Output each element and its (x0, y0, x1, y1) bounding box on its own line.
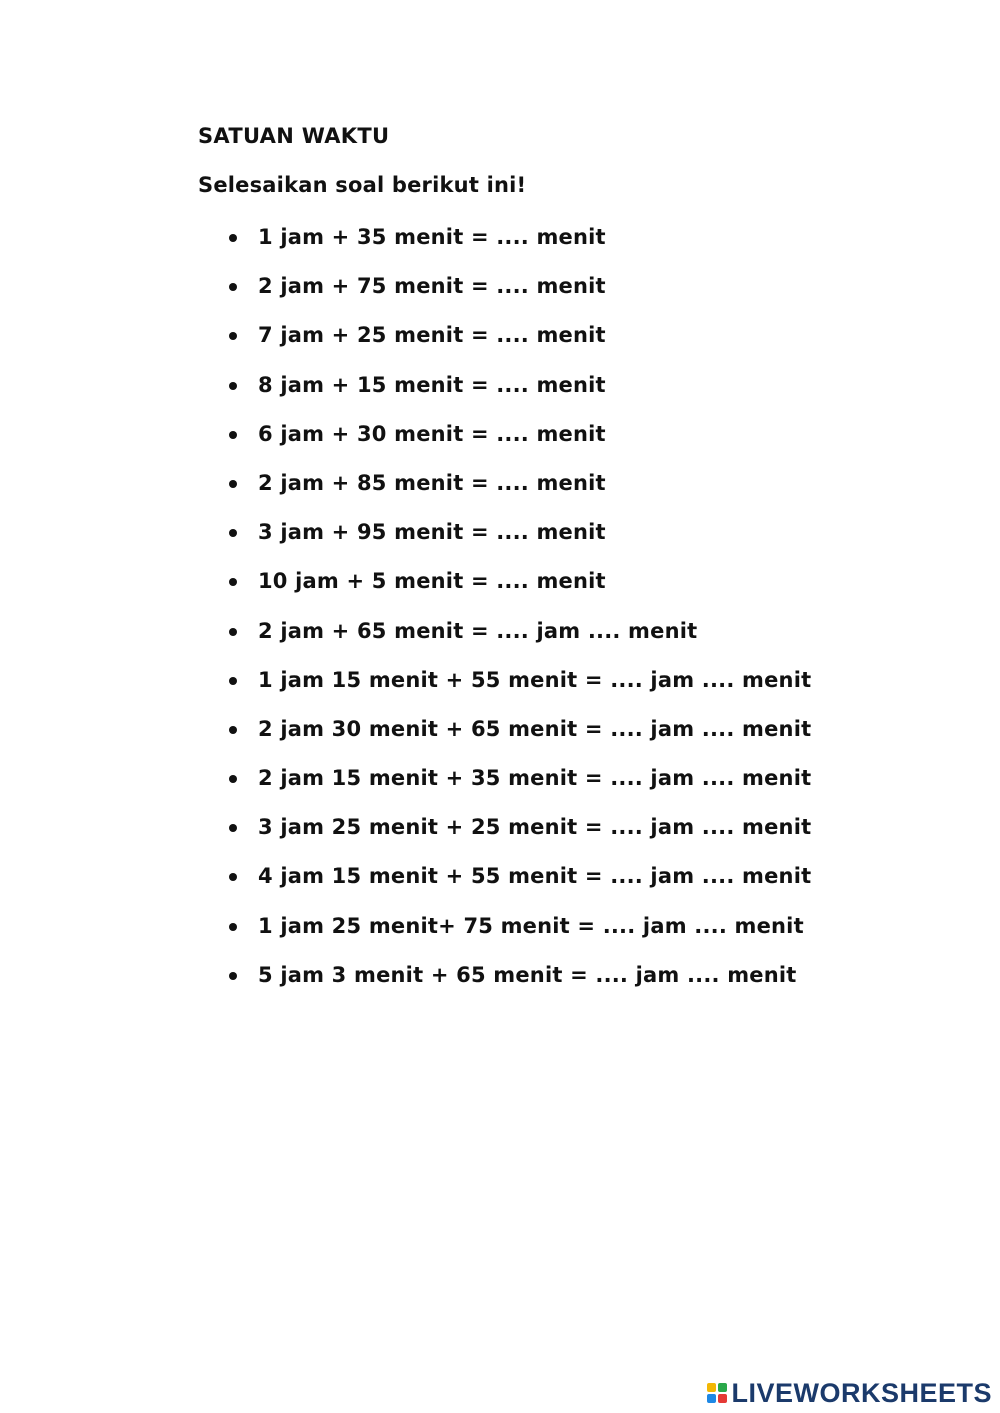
bullet-icon (229, 283, 237, 291)
question-text: 3 jam + 95 menit = .... menit (258, 520, 606, 545)
question-text: 1 jam 15 menit + 55 menit = .... jam .... menit (258, 667, 812, 692)
bullet-icon (229, 677, 237, 685)
worksheet-title: SATUAN WAKTU (198, 124, 390, 148)
question-text: 3 jam 25 menit + 25 menit = .... jam .... menit (258, 815, 812, 840)
bullet-icon (229, 628, 237, 636)
bullet-icon (229, 873, 237, 881)
question-text: 2 jam + 85 menit = .... menit (258, 470, 606, 495)
question-text: 8 jam + 15 menit = .... menit (258, 372, 606, 397)
bullet-icon (229, 332, 237, 340)
question-text: 7 jam + 25 menit = .... menit (258, 323, 606, 348)
bullet-icon (229, 775, 237, 783)
brand-text: LIVEWORKSHEETS (731, 1377, 992, 1408)
question-text: 2 jam 30 menit + 65 menit = .... jam .... menit (258, 716, 812, 741)
bullet-icon (229, 972, 237, 980)
bullet-icon (229, 726, 237, 734)
bullet-icon (229, 382, 237, 390)
question-text: 10 jam + 5 menit = .... menit (258, 569, 606, 594)
liveworksheets-brand (707, 1379, 992, 1407)
bullet-icon (229, 234, 237, 242)
bullet-icon (229, 578, 237, 586)
question-text: 2 jam + 75 menit = .... menit (258, 274, 606, 299)
question-text: 2 jam 15 menit + 35 menit = .... jam .... menit (258, 766, 812, 791)
worksheet-instruction: Selesaikan soal berikut ini! (198, 173, 527, 197)
question-text: 2 jam + 65 menit = .... jam .... menit (258, 618, 698, 643)
bullet-icon (229, 480, 237, 488)
question-text: 1 jam + 35 menit = .... menit (258, 225, 606, 249)
liveworksheets-logo-icon (707, 1383, 727, 1403)
bullet-icon (229, 431, 237, 439)
bullet-icon (229, 923, 237, 931)
bullet-icon (229, 529, 237, 537)
bullet-icon (229, 824, 237, 832)
question-text: 4 jam 15 menit + 55 menit = .... jam .... menit (258, 864, 812, 889)
question-text: 5 jam 3 menit + 65 menit = .... jam .... menit (258, 962, 797, 987)
question-text: 6 jam + 30 menit = .... menit (258, 421, 606, 446)
question-text: 1 jam 25 menit+ 75 menit = .... jam .... menit (258, 913, 804, 938)
